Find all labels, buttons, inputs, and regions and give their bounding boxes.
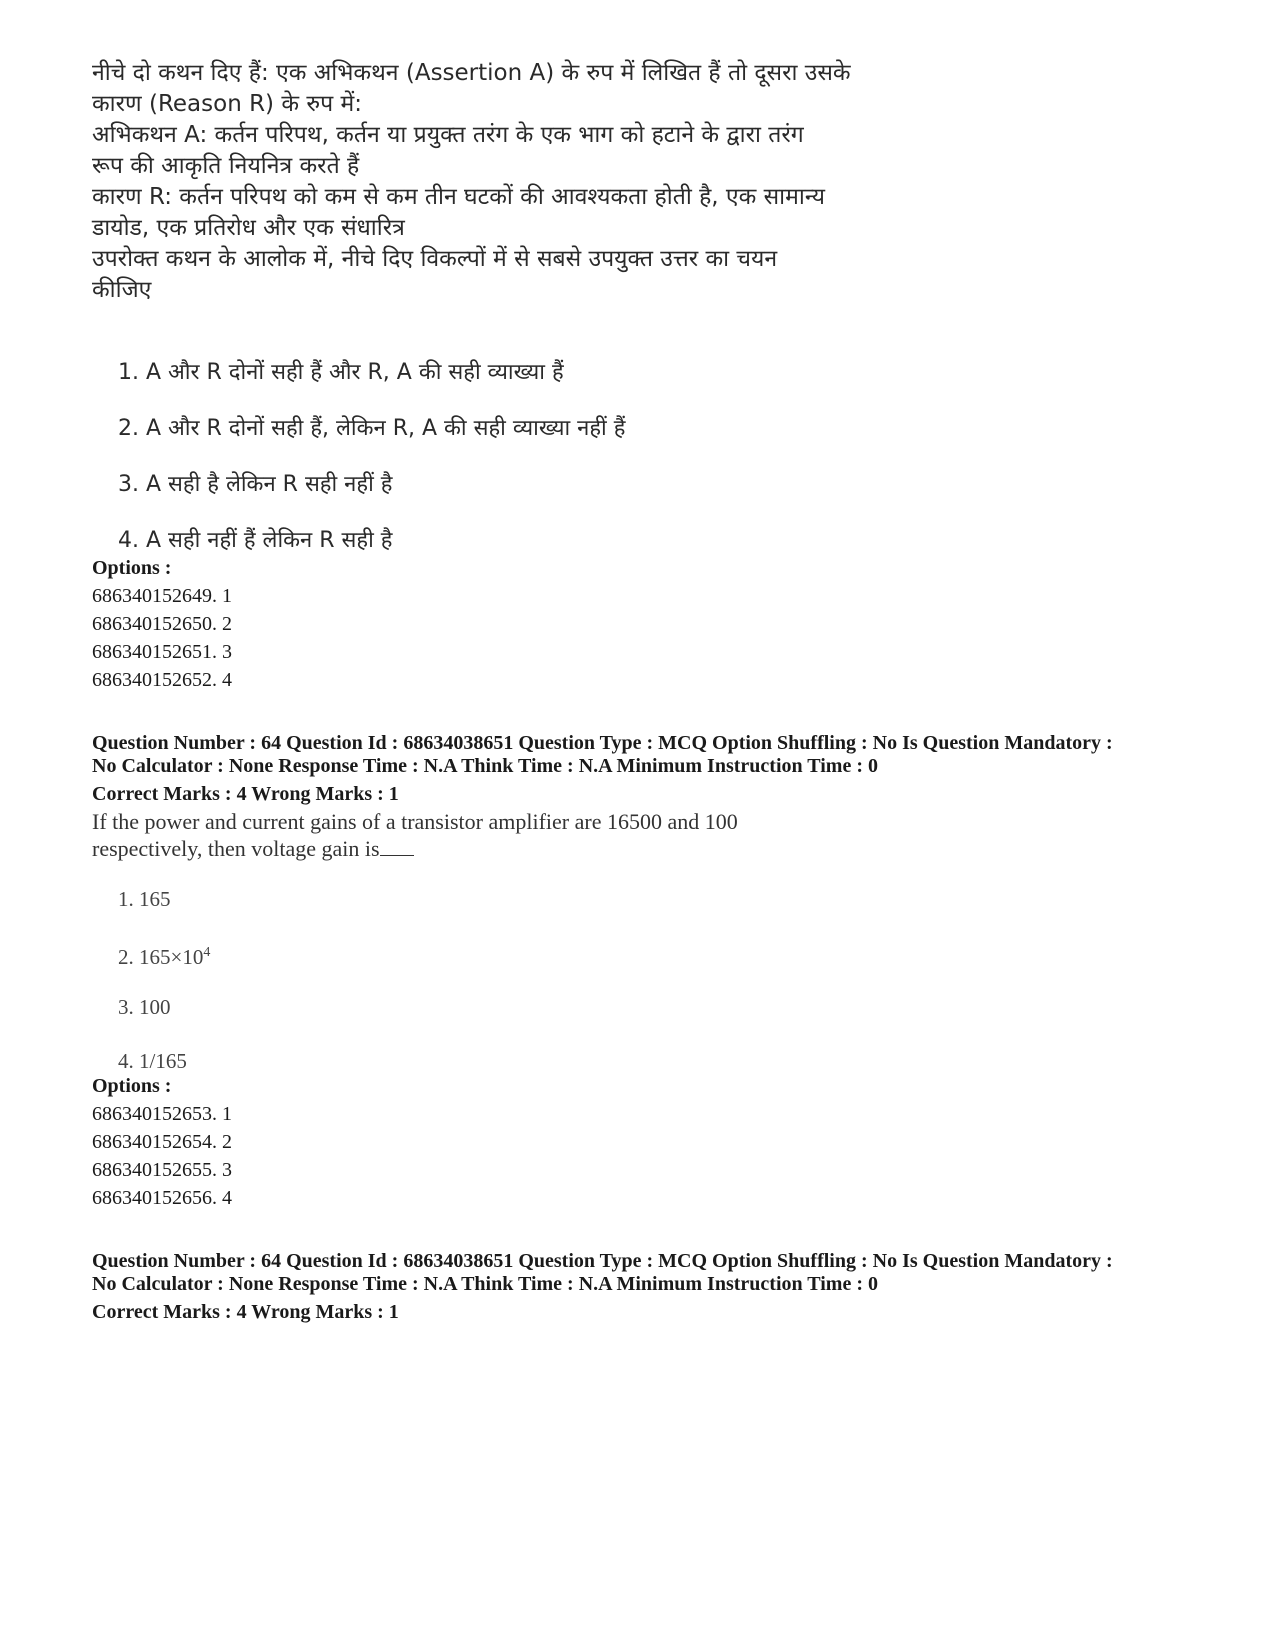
option-id: 686340152649. 1 <box>92 585 232 607</box>
option-id: 686340152652. 4 <box>92 669 232 691</box>
option-id: 686340152650. 2 <box>92 613 232 635</box>
header-line: No Calculator : None Response Time : N.A Think Time : N.A Minimum Instruction Time : 0 <box>92 755 878 777</box>
choice-item <box>118 936 210 990</box>
option-id-list <box>92 1100 232 1212</box>
text-line: कारण R: कर्तन परिपथ को कम से कम तीन घटकों की आवश्यकता होती है, एक सामान्य <box>92 184 825 210</box>
choice-base: 2. 165×10 <box>118 945 204 969</box>
option-id: 686340152651. 3 <box>92 641 232 663</box>
choice-item: 3. 100 <box>118 995 171 1019</box>
option-id: 686340152653. 1 <box>92 1103 232 1125</box>
question-line <box>92 835 738 862</box>
choice-item: 1. A और R दोनों सही हैं और R, A की सही व्याख्या हैं <box>118 360 564 385</box>
question-header <box>92 732 1202 806</box>
text-line: कारण (Reason R) के रुप में: <box>92 91 362 117</box>
header-line: Question Number : 64 Question Id : 68634038651 Question Type : MCQ Option Shuffling : No Is Question Mandatory : <box>92 1250 1113 1272</box>
choice-item: 3. A सही है लेकिन R सही नहीं है <box>118 472 393 497</box>
marks-line: Correct Marks : 4 Wrong Marks : 1 <box>92 1301 399 1323</box>
question-line: If the power and current gains of a transistor amplifier are 16500 and 100 <box>92 809 738 834</box>
option-id: 686340152656. 4 <box>92 1187 232 1209</box>
question-text <box>92 808 738 862</box>
text-line: उपरोक्त कथन के आलोक में, नीचे दिए विकल्पों में से सबसे उपयुक्त उत्तर का चयन <box>92 246 778 272</box>
assertion-reason-text <box>92 58 912 306</box>
header-line: Question Number : 64 Question Id : 68634038651 Question Type : MCQ Option Shuffling : No Is Question Mandatory : <box>92 732 1113 754</box>
question-line-text: respectively, then voltage gain is <box>92 836 380 861</box>
assertion-choices <box>118 355 625 579</box>
option-id: 686340152654. 2 <box>92 1131 232 1153</box>
choice-item: 1. 165 <box>118 887 171 911</box>
header-line: No Calculator : None Response Time : N.A Think Time : N.A Minimum Instruction Time : 0 <box>92 1273 878 1295</box>
question-choices <box>118 882 210 1098</box>
options-label: Options : <box>92 1075 172 1097</box>
text-line: कीजिए <box>92 277 152 303</box>
question-header <box>92 1250 1202 1324</box>
answer-blank <box>380 837 414 856</box>
text-line: डायोड, एक प्रतिरोध और एक संधारित्र <box>92 215 405 241</box>
options-label: Options : <box>92 557 172 579</box>
text-line: अभिकथन A: कर्तन परिपथ, कर्तन या प्रयुक्त तरंग के एक भाग को हटाने के द्वारा तरंग <box>92 122 804 148</box>
text-line: नीचे दो कथन दिए हैं: एक अभिकथन (Assertion A) के रुप में लिखित हैं तो दूसरा उसके <box>92 60 851 86</box>
marks-line: Correct Marks : 4 Wrong Marks : 1 <box>92 783 399 805</box>
choice-item: 2. A और R दोनों सही हैं, लेकिन R, A की सही व्याख्या नहीं हैं <box>118 416 626 441</box>
choice-item: 4. 1/165 <box>118 1049 187 1073</box>
option-id-list <box>92 582 232 694</box>
choice-exponent: 4 <box>203 945 211 960</box>
text-line: रूप की आकृति नियनित्र करते हैं <box>92 153 360 179</box>
option-id: 686340152655. 3 <box>92 1159 232 1181</box>
choice-item: 4. A सही नहीं हैं लेकिन R सही है <box>118 528 393 553</box>
